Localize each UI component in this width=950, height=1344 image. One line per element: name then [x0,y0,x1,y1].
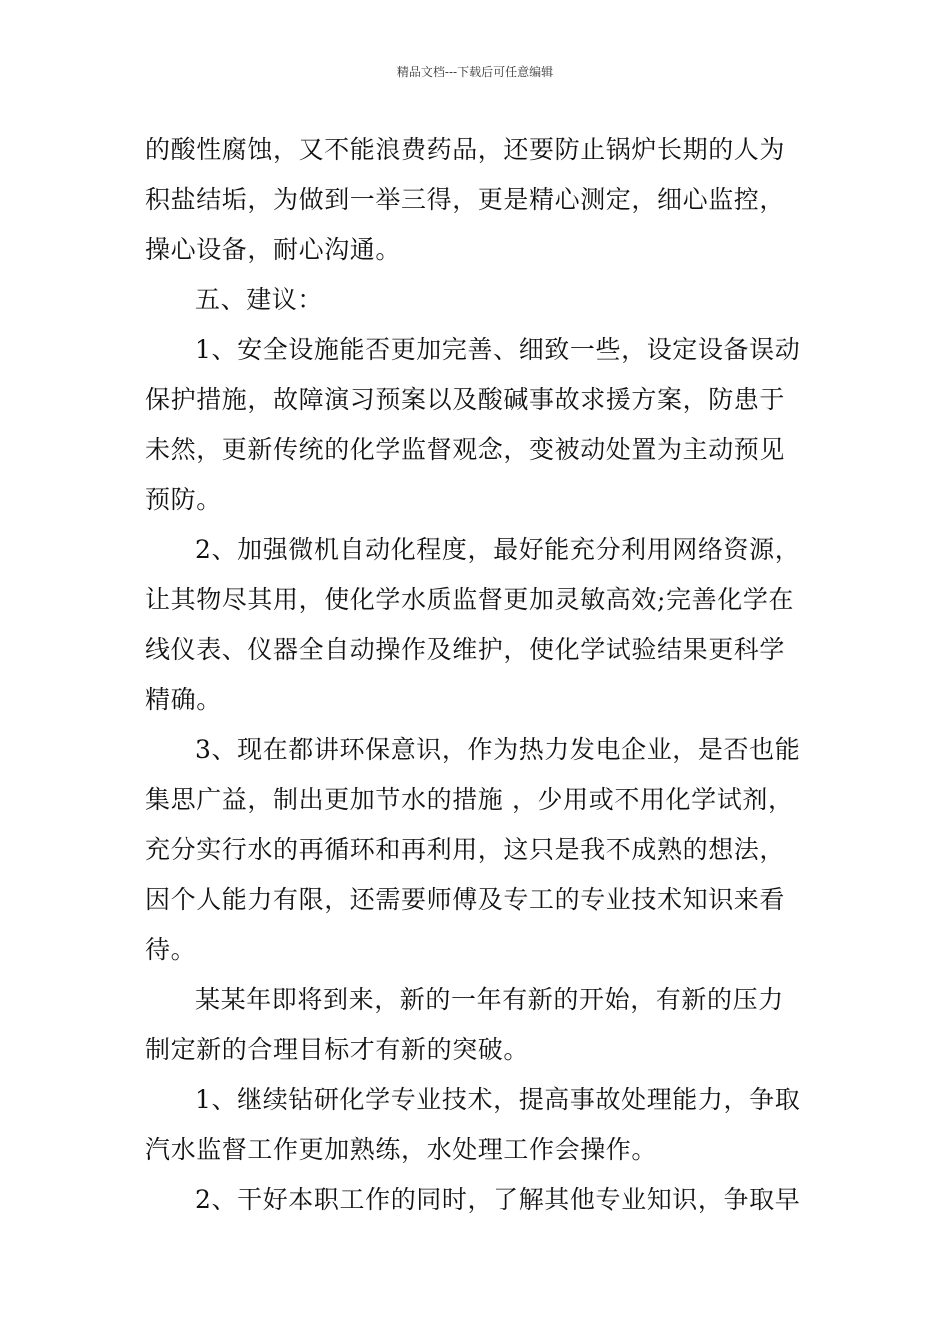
body-line-19: 制定新的合理目标才有新的突破。 [145,1035,530,1064]
body-line-10: 让其物尽其用，使化学水质监督更加灵敏高效;完善化学在 [145,585,795,614]
body-line-9: 2、加强微机自动化程度，最好能充分利用网络资源， [195,535,801,564]
section-heading-suggestions: 五、建议： [195,285,324,314]
body-line-16: 因个人能力有限，还需要师傅及专工的专业技术知识来看 [145,885,786,914]
body-line-6: 保护措施，故障演习预案以及酸碱事故求援方案，防患于 [145,385,786,414]
body-line-3: 操心设备，耐心沟通。 [145,235,402,264]
body-line-22: 2、干好本职工作的同时，了解其他专业知识，争取早 [195,1185,801,1214]
body-line-17: 待。 [145,935,197,964]
body-line-11: 线仪表、仪器全自动操作及维护，使化学试验结果更科学 [145,635,786,664]
page-header: 精品文档---下载后可任意编辑 [396,65,554,79]
body-line-8: 预防。 [145,485,222,514]
body-line-18: 某某年即将到来，新的一年有新的开始，有新的压力 [195,985,784,1014]
body-line-15: 充分实行水的再循环和再利用，这只是我不成熟的想法， [145,835,786,864]
body-line-2: 积盐结垢，为做到一举三得，更是精心测定，细心监控， [145,185,786,214]
body-line-20: 1、继续钻研化学专业技术，提高事故处理能力，争取 [195,1085,801,1114]
body-line-1: 的酸性腐蚀，又不能浪费药品，还要防止锅炉长期的人为 [145,135,786,164]
body-line-12: 精确。 [145,685,222,714]
body-line-21: 汽水监督工作更加熟练，水处理工作会操作。 [145,1135,658,1164]
body-line-7: 未然，更新传统的化学监督观念，变被动处置为主动预见 [145,435,786,464]
body-line-14: 集思广益，制出更加节水的措施 ，少用或不用化学试剂， [145,785,794,814]
body-line-13: 3、现在都讲环保意识，作为热力发电企业，是否也能 [195,735,801,764]
body-line-5: 1、安全设施能否更加完善、细致一些，设定设备误动 [195,335,801,364]
